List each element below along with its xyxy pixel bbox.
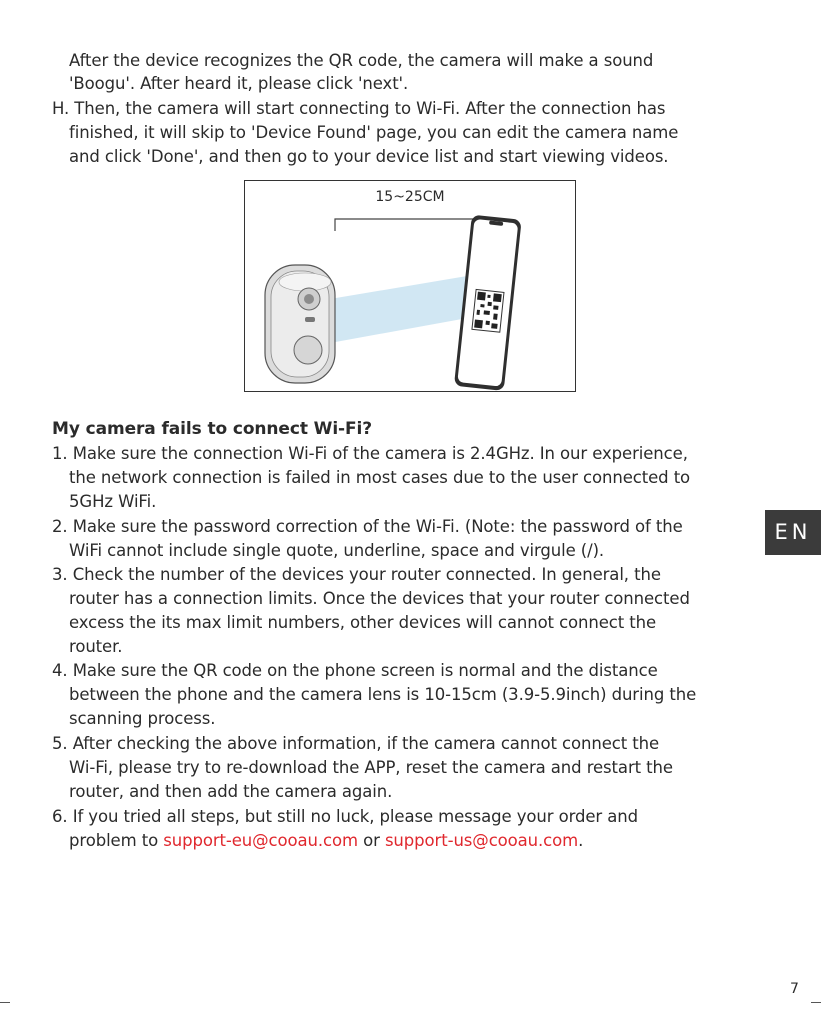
- camera-phone-drawing: [245, 181, 575, 391]
- phone: [454, 215, 522, 391]
- item-3-line-3: excess the its max limit numbers, other devices will cannot connect the: [69, 613, 657, 632]
- intro-line-2: 'Boogu'. After heard it, please click 'next'.: [69, 74, 409, 93]
- item-1-line-3: 5GHz WiFi.: [69, 492, 157, 511]
- step-h-line-1: H. Then, the camera will start connecting to Wi-Fi. After the connection has: [52, 99, 666, 118]
- distance-label: 15~25CM: [375, 189, 445, 205]
- step-h-line-2: finished, it will skip to 'Device Found' page, you can edit the camera name: [69, 123, 679, 142]
- item-1-line-1: 1. Make sure the connection Wi-Fi of the camera is 2.4GHz. In our experience,: [52, 444, 688, 463]
- item-6-end: .: [578, 831, 584, 850]
- support-eu-email-link[interactable]: support-eu@cooau.com: [163, 831, 358, 850]
- item-5-line-1: 5. After checking the above information, if the camera cannot connect the: [52, 734, 660, 753]
- page-number: 7: [790, 981, 799, 997]
- crop-mark-right: [811, 1002, 821, 1003]
- item-3-line-2: router has a connection limits. Once the devices that your router connected: [69, 589, 690, 608]
- camera-pir-sensor: [294, 336, 322, 364]
- item-5-line-2: Wi-Fi, please try to re-download the APP, reset the camera and restart the: [69, 758, 673, 777]
- language-tab-en: EN: [765, 510, 821, 555]
- intro-line-1: After the device recognizes the QR code, the camera will make a sound: [69, 51, 654, 70]
- scan-beam: [330, 275, 473, 343]
- troubleshoot-heading: My camera fails to connect Wi-Fi?: [52, 419, 373, 439]
- item-4-line-3: scanning process.: [69, 709, 216, 728]
- item-2-line-1: 2. Make sure the password correction of the Wi-Fi. (Note: the password of the: [52, 517, 683, 536]
- item-6-prefix: problem to: [69, 831, 164, 850]
- qr-code: [472, 289, 504, 332]
- crop-mark-left: [0, 1002, 10, 1003]
- support-us-email-link[interactable]: support-us@cooau.com: [384, 831, 579, 850]
- item-5-line-3: router, and then add the camera again.: [69, 782, 393, 801]
- item-1-line-2: the network connection is failed in most cases due to the user connected to: [69, 468, 691, 487]
- step-h-line-3: and click 'Done', and then go to your device list and start viewing videos.: [69, 147, 669, 166]
- item-4-line-2: between the phone and the camera lens is 10-15cm (3.9-5.9inch) during the: [69, 685, 697, 704]
- item-4-line-1: 4. Make sure the QR code on the phone screen is normal and the distance: [52, 661, 658, 680]
- item-6-line-2: [69, 830, 583, 852]
- item-2-line-2: WiFi cannot include single quote, underline, space and virgule (/).: [69, 541, 605, 560]
- item-6-or: or: [357, 831, 385, 850]
- item-6-line-1: 6. If you tried all steps, but still no luck, please message your order and: [52, 807, 638, 826]
- distance-bracket: [335, 219, 487, 231]
- qr-scan-illustration: [244, 180, 576, 392]
- item-3-line-4: router.: [69, 637, 123, 656]
- item-3-line-1: 3. Check the number of the devices your router connected. In general, the: [52, 565, 661, 584]
